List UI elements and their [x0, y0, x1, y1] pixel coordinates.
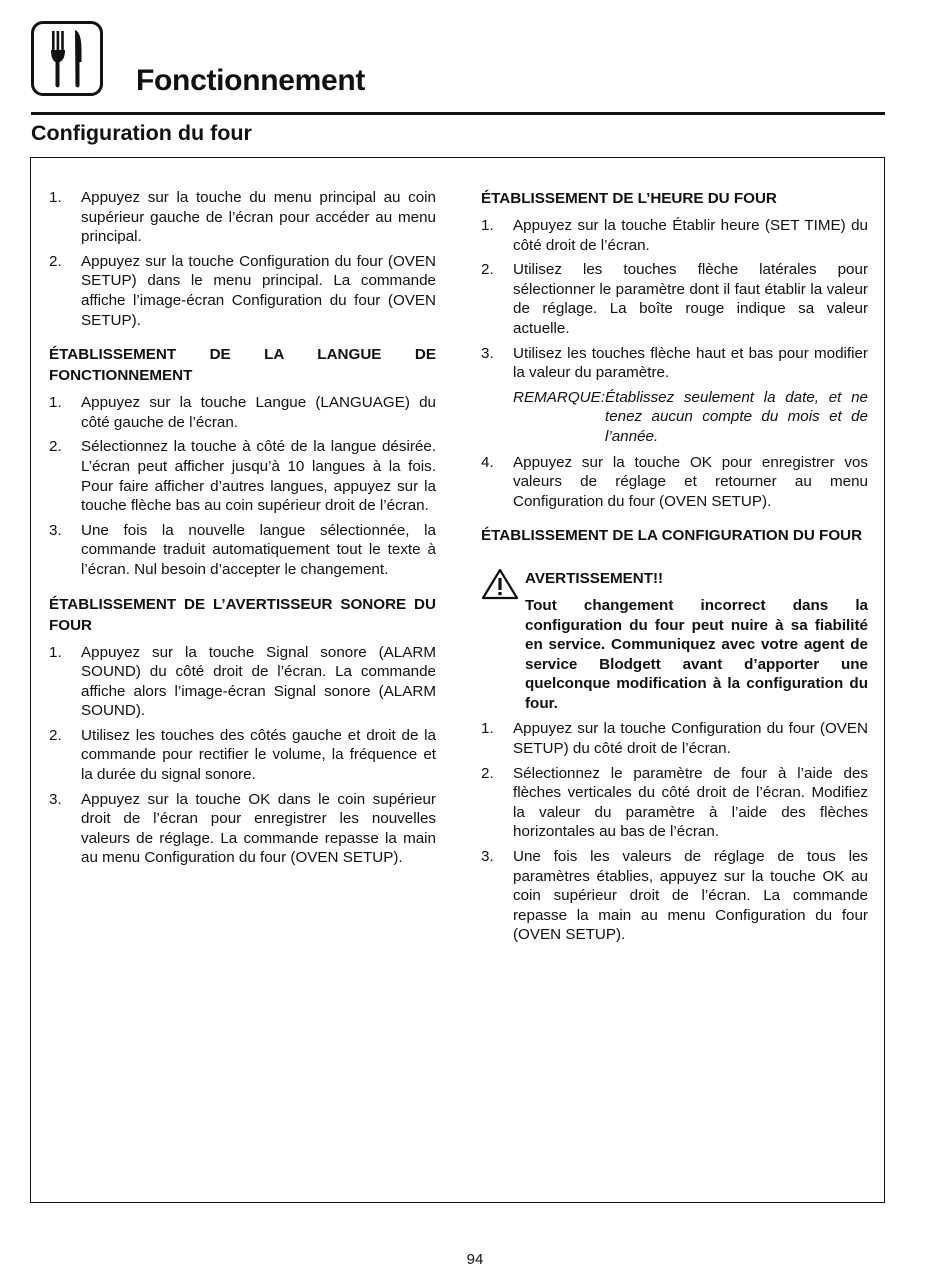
alarm-heading: ÉTABLISSEMENT DE L’AVERTISSEUR SONORE DU FOUR: [49, 595, 436, 634]
item-number: 4.: [481, 453, 494, 471]
item-number: 3.: [49, 790, 62, 808]
item-number: 2.: [49, 252, 62, 270]
item-number: 3.: [481, 344, 494, 362]
note-label: REMARQUE:: [513, 388, 605, 406]
list-item: [49, 437, 436, 515]
warning-title: AVERTISSEMENT!!: [525, 570, 664, 588]
item-text: Appuyez sur la touche Configuration du four (OVEN SETUP) du côté droit de l’écran.: [513, 720, 868, 758]
title-rule: [31, 112, 885, 115]
warning-triangle-icon: [481, 568, 525, 713]
list-item: [49, 521, 436, 580]
item-text: Appuyez sur la touche du menu principal au coin supérieur gauche de l’écran pour accéder au menu principal.: [81, 189, 436, 246]
list-item: [481, 764, 868, 842]
warning-block: [481, 568, 868, 713]
item-text: Utilisez les touches flèche haut et bas pour modifier la valeur du paramètre.: [513, 344, 868, 382]
list-item: [49, 726, 436, 785]
item-number: 2.: [481, 764, 494, 782]
item-text: Sélectionnez la touche à côté de la langue désirée. L’écran peut afficher jusqu’à 10 langues à la fois. Pour faire afficher d’autres langues, appuyez sur la touche flèche bas au coin supérieur droit de l’écran.: [81, 438, 436, 515]
list-item: [49, 643, 436, 721]
item-text: Une fois la nouvelle langue sélectionnée, la commande traduit automatiquement tout le texte à l’écran. Nul besoin d’accepter le changement.: [81, 521, 436, 578]
list-item: [49, 188, 436, 247]
list-item: [481, 847, 868, 945]
item-text: Appuyez sur la touche OK dans le coin supérieur droit de l’écran pour enregistrer les nouvelles valeurs de réglage. La commande repasse la main au menu Configuration du four (OVEN SETUP).: [81, 790, 436, 867]
list-item: [481, 344, 868, 383]
language-heading: ÉTABLISSEMENT DE LA LANGUE DE FONCTIONNEMENT: [49, 346, 436, 385]
item-number: 2.: [49, 726, 62, 744]
item-text: Appuyez sur la touche Établir heure (SET TIME) du côté droit de l’écran.: [513, 217, 868, 254]
time-heading: ÉTABLISSEMENT DE L’HEURE DU FOUR: [481, 190, 777, 207]
fork-knife-icon: [31, 21, 103, 96]
item-number: 1.: [481, 217, 494, 234]
item-number: 1.: [49, 394, 62, 412]
item-number: 2.: [49, 438, 62, 456]
page-title: Fonctionnement: [136, 64, 366, 97]
list-item: [49, 790, 436, 868]
item-number: 1.: [481, 720, 494, 738]
item-text: Une fois les valeurs de réglage de tous les paramètres établies, appuyez sur la touche OK au coin supérieur droit de l’écran. La commande repasse la main au menu Configuration du four (OVEN SETUP).: [513, 848, 868, 944]
note-text: Établissez seulement la date, et ne tenez aucun compte du mois et de l’année.: [604, 388, 868, 445]
note: [513, 388, 868, 447]
page-number: 94: [466, 1251, 484, 1268]
section-title: Configuration du four: [31, 121, 252, 145]
item-text: Utilisez les touches des côtés gauche et droit de la commande pour rectifier le volume, la fréquence et la durée du signal sonore.: [81, 726, 436, 784]
item-text: Utilisez les touches flèche latérales pour sélectionner le paramètre dont il faut établir la valeur de réglage. La boîte rouge indique sa valeur actuelle.: [513, 261, 868, 337]
list-item: [49, 252, 436, 330]
item-text: Appuyez sur la touche Configuration du four (OVEN SETUP) dans le menu principal. La commande affiche l’image-écran Configuration du four (OVEN SETUP).: [81, 252, 436, 329]
item-text: Appuyez sur la touche Langue (LANGUAGE) du côté gauche de l’écran.: [81, 394, 436, 431]
item-number: 3.: [481, 848, 494, 866]
item-number: 2.: [481, 261, 494, 279]
item-number: 1.: [49, 643, 62, 661]
item-number: 1.: [49, 189, 62, 206]
list-item: [481, 260, 868, 338]
item-number: 3.: [49, 521, 62, 539]
item-text: Appuyez sur la touche OK pour enregistrer vos valeurs de réglage et retourner au menu Configuration du four (OVEN SETUP).: [513, 453, 868, 510]
left-column: [49, 188, 436, 873]
warning-text: Tout changement incorrect dans la configuration du four peut nuire à sa fiabilité en service. Communiquez avec votre agent de service Blodgett avant d’apporter une quelconque modification à la configuration du four.: [525, 596, 868, 712]
list-item: [481, 453, 868, 512]
list-item: [49, 393, 436, 432]
config-heading: ÉTABLISSEMENT DE LA CONFIGURATION DU FOUR: [481, 527, 863, 545]
list-item: [481, 719, 868, 758]
right-column: [481, 188, 868, 950]
item-text: Appuyez sur la touche Signal sonore (ALARM SOUND) du côté droit de l’écran. La commande affiche alors l’image-écran Signal sonore (ALARM SOUND).: [81, 643, 436, 720]
list-item: [481, 216, 868, 255]
item-text: Sélectionnez le paramètre de four à l’aide des flèches verticales du côté droit de l’écran. Modifiez la valeur du paramètre à l’aide des flèches horizontales au bas de l’écran.: [513, 764, 868, 841]
